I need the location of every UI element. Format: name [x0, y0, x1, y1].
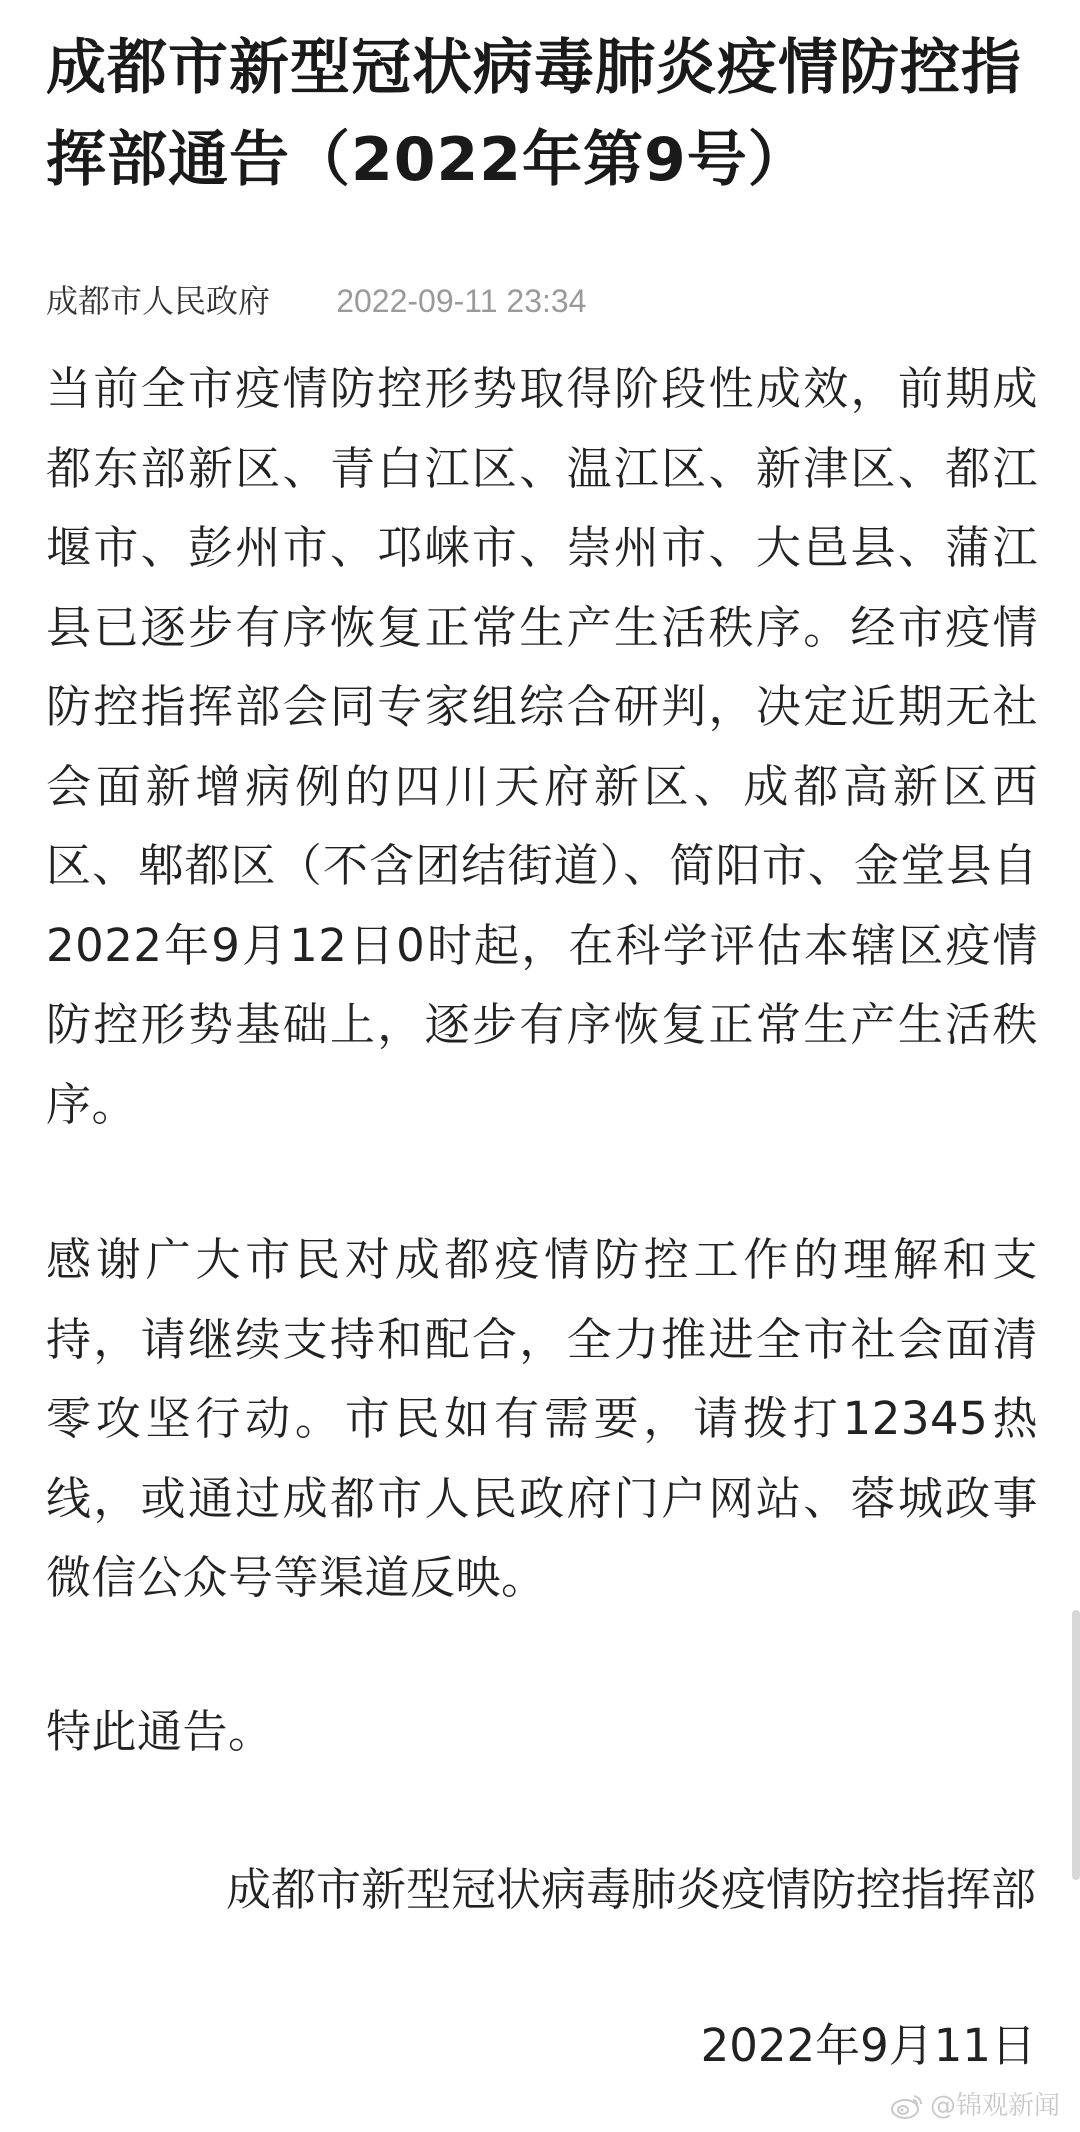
article-meta: [46, 278, 1036, 324]
issue-date: 2022年9月11日: [700, 2019, 1036, 2072]
publish-time: 2022-09-11 23:34: [336, 283, 587, 319]
weibo-icon: [890, 2092, 924, 2120]
watermark: [890, 2086, 1060, 2126]
article-title: 成都市新型冠状病毒肺炎疫情防控指挥部通告（2022年第9号）: [46, 33, 1022, 195]
paragraph: 当前全市疫情防控形势取得阶段性成效，前期成都东部新区、青白江区、温江区、新津区、都江堰市、彭州市、邛崃市、崇州市、大邑县、蒲江县已逐步有序恢复正常生产生活秩序。经市疫情防控指挥部会同专家组综合研判，决定近期无社会面新增病例的四川天府新区、成都高新区西区、郫都区（不含团结街道）、简阳市、金堂县自2022年9月12日0时起，在科学评估本辖区疫情防控形势基础上，逐步有序恢复正常生产生活秩序。: [46, 362, 1038, 1131]
paragraph: 特此通告。: [46, 1705, 274, 1758]
paragraph: 感谢广大市民对成都疫情防控工作的理解和支持，请继续支持和配合，全力推进全市社会面清零攻坚行动。市民如有需要，请拨打12345热线，或通过成都市人民政府门户网站、蓉城政事微信公众号等渠道反映。: [46, 1233, 1038, 1604]
issuer-signature: 成都市新型冠状病毒肺炎疫情防控指挥部: [225, 1863, 1036, 1916]
scrollbar[interactable]: [1072, 1610, 1080, 1880]
article-source[interactable]: 成都市人民政府: [46, 282, 271, 320]
watermark-text: @锦观新闻: [929, 2091, 1060, 2121]
